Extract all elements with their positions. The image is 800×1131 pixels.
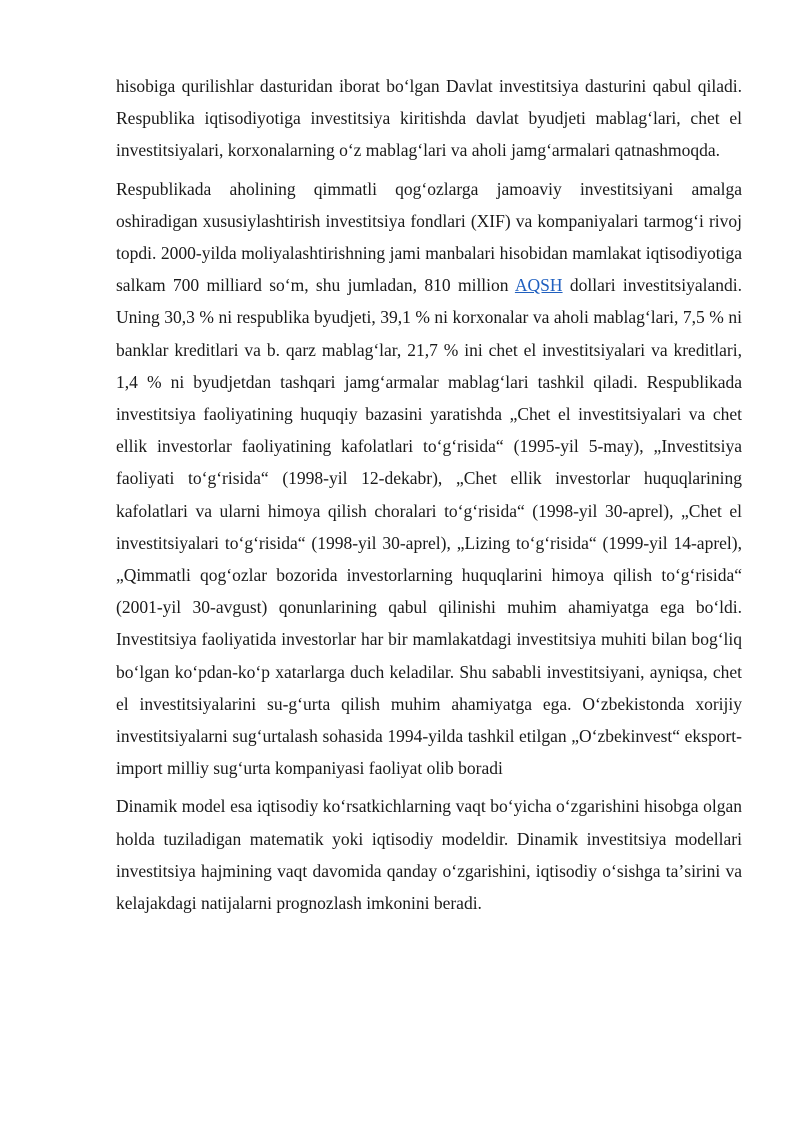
aqsh-link[interactable]: AQSH bbox=[514, 275, 563, 296]
document-page bbox=[116, 70, 742, 919]
paragraph-investment-program: hisobiga qurilishlar dasturidan iborat boʻlgan Davlat investitsiya dasturini qabul qiladi. Respublika iqtisodiyotiga investitsiya kiritishda davlat byudjeti mablagʻlari, chet el investitsiyalari, korxonalarning oʻz mablagʻlari va aholi jamgʻarmalari qatnashmoqda. bbox=[116, 76, 742, 161]
paragraph-investment-funds bbox=[116, 173, 742, 785]
paragraph-text-before-link: Respublikada aholining qimmatli qogʻozlarga jamoaviy investitsiyani amalga oshiradigan xususiylashtirish investitsiya fondlari (XIF) va kompaniyalari tarmogʻi rivoj topdi. 2000-yilda moliyalashtirishning jami manbalari hisobidan mamlakat iqtisodiyotiga salkam 700 milliard soʻm, shu jumladan, 810 million bbox=[116, 178, 742, 296]
paragraph-dynamic-model: Dinamik model esa iqtisodiy koʻrsatkichlarning vaqt boʻyicha oʻzgarishini hisobga olgan holda tuziladigan matematik yoki iqtisodiy modeldir. Dinamik investitsiya modellari investitsiya hajmining vaqt davomida qanday oʻzgarishini, iqtisodiy oʻsishga taʼsirini va kelajakdagi natijalarni prognozlash imkonini beradi. bbox=[116, 796, 742, 914]
paragraph-text-after-link: dollari investitsiyalandi. Uning 30,3 % ni respublika byudjeti, 39,1 % ni korxonalar va aholi mablagʻlari, 7,5 % ni banklar kreditlari va b. qarz mablagʻlar, 21,7 % ini chet el investitsiyalari va kreditlari, 1,4 % ni byudjetdan tashqari jamgʻarmalar mablagʻlari tashkil qiladi. Respublikada investitsiya faoliyatining huquqiy bazasini yaratishda „Chet el investitsiyalari va chet ellik investorlar faoliyatining kafolatlari toʻgʻrisida“ (1995-yil 5-may), „Investitsiya faoliyati toʻgʻrisida“ (1998-yil 12-dekabr), „Chet ellik investorlar huquqlarining kafolatlari va ularni himoya qilish choralari toʻgʻrisida“ (1998-yil 30-aprel), „Chet el investitsiyalari toʻgʻrisida“ (1998-yil 30-aprel), „Lizing toʻgʻrisida“ (1999-yil 14-aprel), „Qimmatli qogʻozlar bozorida investorlarning huquqlarini himoya qilish toʻgʻrisida“ (2001-yil 30-avgust) qonunlarining qabul qilinishi muhim ahamiyatga ega boʻldi. Investitsiya faoliyatida investorlar har bir mamlakatdagi investitsiya muhiti bilan bogʻliq boʻlgan koʻpdan-koʻp xatarlarga duch keladilar. Shu sababli investitsiyani, ayniqsa, chet el investitsiyalarini su-gʻurta qilish muhim ahamiyatga ega. Oʻzbekistonda xorijiy investitsiyalarni sugʻurtalash sohasida 1994-yilda tashkil etilgan „Oʻzbekinvest“ eksport-import milliy sugʻurta kompaniyasi faoliyat olib boradi bbox=[116, 275, 742, 779]
